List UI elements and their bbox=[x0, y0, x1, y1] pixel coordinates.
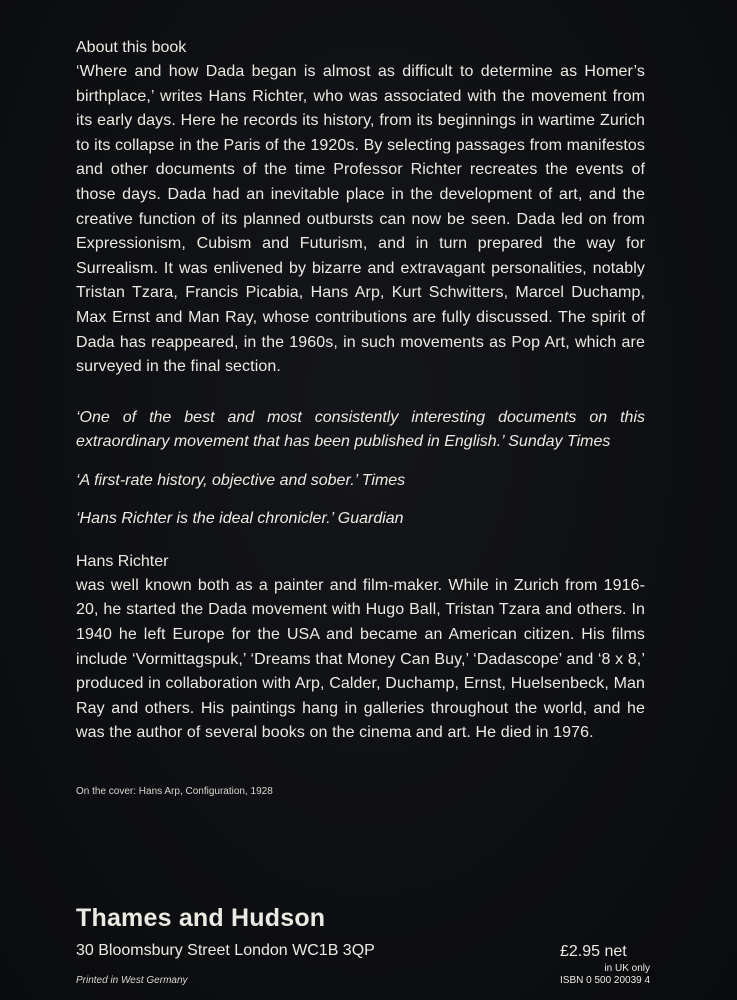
cover-credit: On the cover: Hans Arp, Configuration, 1928 bbox=[76, 785, 273, 797]
about-body: ‘Where and how Dada began is almost as difficult to determine as Homer’s birthplace,’ writes Hans Richter, who was associated with the movement from its early days. Here he records its history, from its beginnings in wartime Zurich to its collapse in the Paris of the 1920s. By selecting passages from manifestos and other documents of the time Professor Richter recreates the events of those days. Dada had an inevitable place in the development of art, and the creative function of its planned outbursts can now be seen. Dada led on from Expressionism, Cubism and Futurism, and in turn prepared the way for Surrealism. It was enlivened by bizarre and extravagant personalities, notably Tristan Tzara, Francis Picabia, Hans Arp, Kurt Schwitters, Marcel Duchamp, Max Ernst and Man Ray, whose contributions are fully discussed. The spirit of Dada has reappeared, in the 1960s, in such movements as Pop Art, which are surveyed in the final section. bbox=[76, 63, 645, 376]
review-quote: ‘Hans Richter is the ideal chronicler.’ Guardian bbox=[76, 510, 404, 528]
author-bio: was well known both as a painter and film-maker. While in Zurich from 1916-20, he started the Dada movement with Hugo Ball, Tristan Tzara and others. In 1940 he left Europe for the USA and became an American citizen. His films include ‘Vormittagspuk,’ ‘Dreams that Money Can Buy,’ ‘Dadascope’ and ‘8 x 8,’ produced in collaboration with Arp, Calder, Duchamp, Ernst, Huelsenbeck, Man Ray and others. His paintings hang in galleries throughout the world, and he was the author of several books on the cinema and art. He died in 1976. bbox=[76, 576, 645, 742]
publisher-name: Thames and Hudson bbox=[76, 904, 326, 932]
isbn: ISBN 0 500 20039 4 bbox=[560, 975, 651, 986]
price-block bbox=[560, 943, 650, 986]
publisher-address: 30 Bloomsbury Street London WC1B 3QP bbox=[76, 942, 375, 959]
price: £2.95 net bbox=[560, 943, 627, 960]
review-quote: ‘One of the best and most consistently interesting documents on this extraordinary movement that has been published in English.’ Sunday Times bbox=[76, 408, 645, 451]
review-quote: ‘A first-rate history, objective and sober.’ Times bbox=[76, 471, 406, 489]
author-name: Hans Richter bbox=[76, 552, 169, 570]
reviews bbox=[76, 406, 645, 532]
main-text bbox=[76, 36, 645, 807]
printed-note: Printed in West Germany bbox=[76, 975, 188, 986]
price-region: in UK only bbox=[604, 963, 650, 974]
author-section bbox=[76, 550, 645, 746]
about-heading: About this book bbox=[76, 39, 187, 56]
